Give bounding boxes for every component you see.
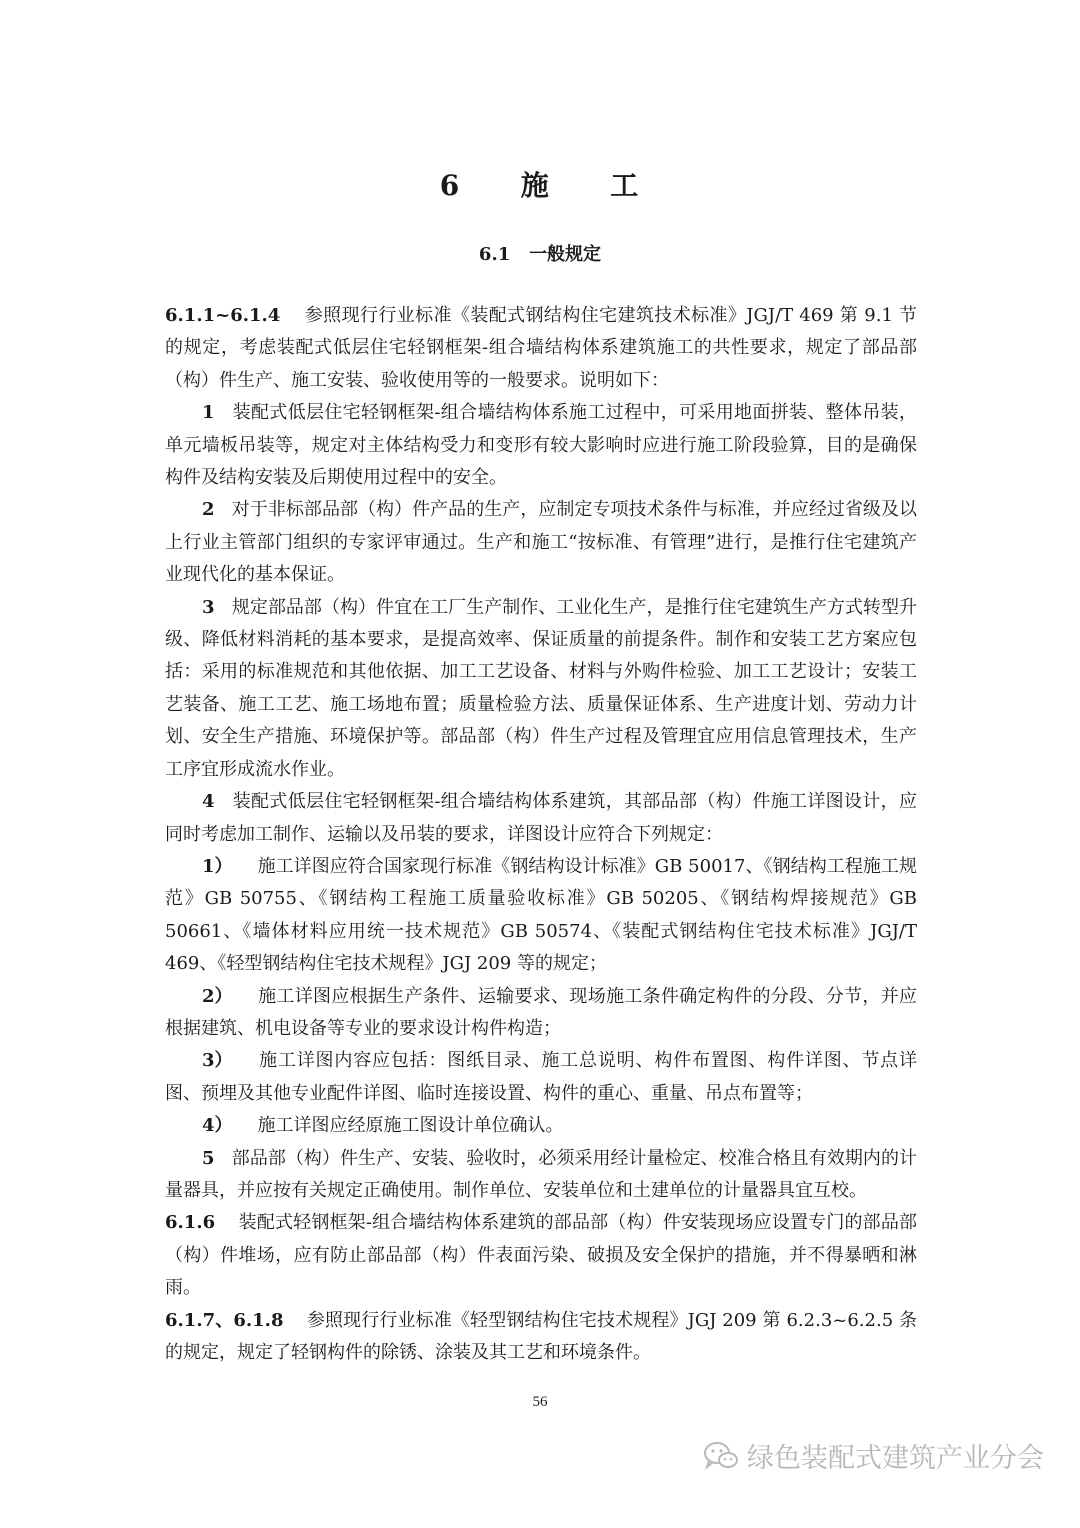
list-item bbox=[165, 397, 917, 494]
item-text: 规定部品部（构）件宜在工厂生产制作、工业化生产，是推行住宅建筑生产方式转型升级、降低材料消耗的基本要求，是提高效率、保证质量的前提条件。制作和安装工艺方案应包括：采用的标准规范和其他依据、加工工艺设备、材料与外购件检验、加工工艺设计；安装工艺装备、施工工艺、施工场地布置；质量检验方法、质量保证体系、生产进度计划、劳动力计划、安全生产措施、环境保护等。部品部（构）件生产过程及管理宜应用信息管理技术，生产工序宜形成流水作业。 bbox=[165, 596, 917, 780]
sub-item bbox=[165, 981, 917, 1046]
clause-text: 装配式轻钢框架-组合墙结构体系建筑的部品部（构）件安装现场应设置专门的部品部（构）件堆场，应有防止部品部（构）件表面污染、破损及安全保护的措施，并不得暴晒和淋雨。 bbox=[165, 1212, 917, 1299]
clause-text: 参照现行行业标准《装配式钢结构住宅建筑技术标准》JGJ/T 469 第 9.1 节的规定，考虑装配式低层住宅轻钢框架-组合墙结构体系建筑施工的共性要求，规定了部品部（构）件生产、施工安装、验收使用等的一般要求。说明如下： bbox=[165, 305, 918, 391]
section-name: 一般规定 bbox=[529, 244, 602, 265]
item-number: 3 bbox=[202, 596, 215, 618]
clause-paragraph bbox=[165, 1207, 917, 1304]
clause-paragraph bbox=[165, 1305, 917, 1370]
list-item bbox=[165, 786, 917, 851]
sub-item-number: 3） bbox=[202, 1050, 233, 1072]
list-item bbox=[165, 1143, 917, 1208]
sub-item bbox=[165, 1110, 917, 1142]
item-text: 装配式低层住宅轻钢框架-组合墙结构体系施工过程中，可采用地面拼装、整体吊装，单元墙板吊装等，规定对主体结构受力和变形有较大影响时应进行施工阶段验算，目的是确保构件及结构安装及后期使用过程中的安全。 bbox=[165, 402, 918, 489]
sub-item-number: 2） bbox=[202, 985, 233, 1007]
sub-item bbox=[165, 1045, 917, 1110]
list-item bbox=[165, 494, 917, 591]
chapter-number: 6 bbox=[439, 169, 462, 202]
clause-text: 参照现行行业标准《轻型钢结构住宅技术规程》JGJ 209 第 6.2.3~6.2.5 条的规定，规定了轻钢构件的除锈、涂装及其工艺和环境条件。 bbox=[165, 1309, 918, 1363]
item-text: 部品部（构）件生产、安装、验收时，必须采用经计量检定、校准合格且有效期内的计量器具，并应按有关规定正确使用。制作单位、安装单位和土建单位的计量器具宜互校。 bbox=[165, 1147, 917, 1201]
clause-number: 6.1.1~6.1.4 bbox=[165, 305, 281, 326]
sub-item-number: 1） bbox=[202, 855, 233, 877]
chapter-name: 施 工 bbox=[520, 169, 641, 202]
list-item bbox=[165, 592, 917, 786]
sub-item bbox=[165, 851, 917, 981]
watermark-text: 绿色装配式建筑产业分会 bbox=[747, 1443, 1044, 1474]
clause-number: 6.1.6 bbox=[165, 1212, 216, 1234]
chapter-title bbox=[0, 164, 1080, 204]
watermark bbox=[703, 1436, 1044, 1475]
body-text bbox=[165, 300, 917, 1369]
sub-item-text: 施工详图应符合国家现行标准《钢结构设计标准》GB 50017、《钢结构工程施工规范》GB 50755、《钢结构工程施工质量验收标准》GB 50205、《钢结构焊接规范》GB 50661、《墙体材料应用统一技术规范》GB 50574、《装配式钢结构住宅技术标准》JGJ/T 469、《轻型钢结构住宅技术规程》JGJ 209 等的规定； bbox=[165, 855, 917, 975]
section-number: 6.1 bbox=[478, 244, 511, 265]
section-title bbox=[0, 240, 1080, 266]
item-number: 1 bbox=[202, 402, 215, 424]
sub-item-number: 4） bbox=[202, 1115, 233, 1137]
item-number: 2 bbox=[202, 499, 215, 521]
item-number: 4 bbox=[202, 791, 215, 813]
wechat-icon bbox=[703, 1441, 739, 1471]
item-text: 对于非标部品部（构）件产品的生产，应制定专项技术条件与标准，并应经过省级及以上行业主管部门组织的专家评审通过。生产和施工“按标准、有管理”进行，是推行住宅建筑产业现代化的基本保证。 bbox=[165, 499, 917, 586]
sub-item-text: 施工详图应经原施工图设计单位确认。 bbox=[257, 1115, 564, 1137]
clause-number: 6.1.7、6.1.8 bbox=[165, 1309, 284, 1331]
page-number: 56 bbox=[532, 1394, 548, 1410]
clause-paragraph bbox=[165, 300, 917, 397]
item-number: 5 bbox=[202, 1147, 215, 1169]
sub-item-text: 施工详图内容应包括：图纸目录、施工总说明、构件布置图、构件详图、节点详图、预埋及其他专业配件详图、临时连接设置、构件的重心、重量、吊点布置等； bbox=[165, 1050, 917, 1104]
sub-item-text: 施工详图应根据生产条件、运输要求、现场施工条件确定构件的分段、分节，并应根据建筑、机电设备等专业的要求设计构件构造； bbox=[165, 985, 917, 1039]
item-text: 装配式低层住宅轻钢框架-组合墙结构体系建筑，其部品部（构）件施工详图设计，应同时考虑加工制作、运输以及吊装的要求，详图设计应符合下列规定： bbox=[165, 791, 918, 845]
